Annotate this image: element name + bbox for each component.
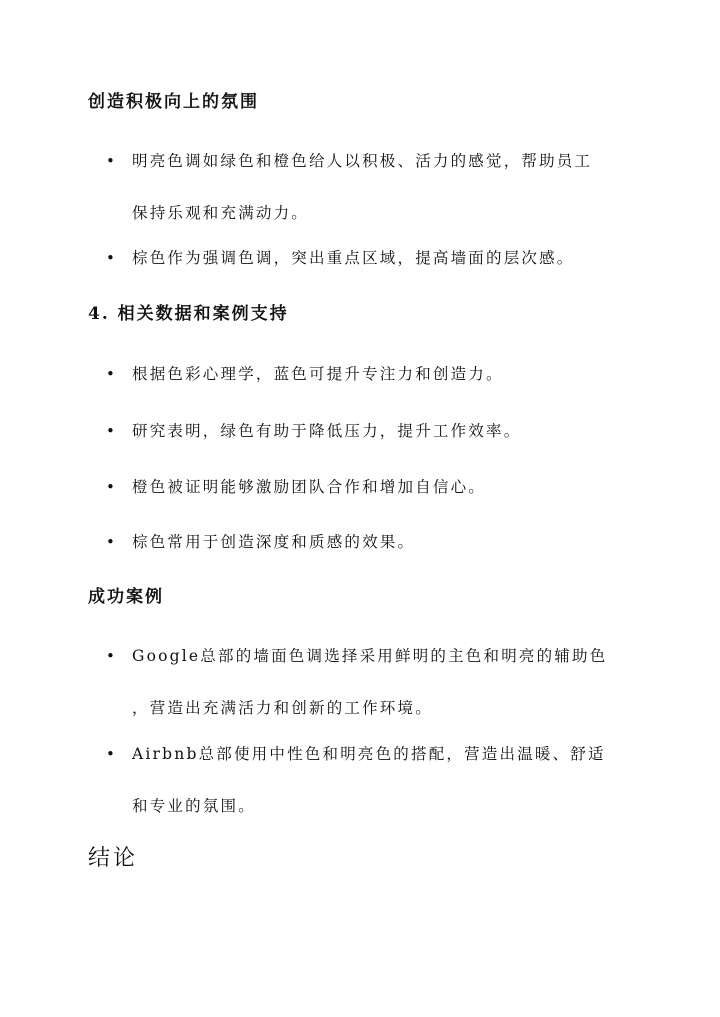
bullet-icon: • <box>106 478 115 496</box>
section-heading-data-and-cases: 4. 相关数据和案例支持 <box>88 304 289 324</box>
list-item-text: 保持乐观和充满动力。 <box>132 204 310 222</box>
section-heading-positive-atmosphere: 创造积极向上的氛围 <box>88 92 259 112</box>
bullet-icon: • <box>106 745 115 763</box>
bullet-icon: • <box>106 152 115 170</box>
list-item-text: 和专业的氛围。 <box>132 797 256 815</box>
bullet-icon: • <box>106 647 115 665</box>
bullet-icon: • <box>106 422 115 440</box>
conclusion-heading: 结论 <box>88 846 139 871</box>
list-item-text: 根据色彩心理学，蓝色可提升专注力和创造力。 <box>132 365 504 383</box>
list-item-text: ，营造出充满活力和创新的工作环境。 <box>132 699 433 717</box>
list-item-text: 棕色常用于创造深度和质感的效果。 <box>132 533 416 551</box>
list-item-text: 明亮色调如绿色和橙色给人以积极、活力的感觉，帮助员工 <box>132 152 593 170</box>
list-item-text: 棕色作为强调色调，突出重点区域，提高墙面的层次感。 <box>132 249 575 267</box>
bullet-icon: • <box>106 249 115 267</box>
bullet-icon: • <box>106 533 115 551</box>
list-item-text: Google总部的墙面色调选择采用鲜明的主色和明亮的辅助色 <box>132 647 608 665</box>
list-item-text: Airbnb总部使用中性色和明亮色的搭配，营造出温暖、舒适 <box>132 745 606 763</box>
list-item-text: 橙色被证明能够激励团队合作和增加自信心。 <box>132 478 487 496</box>
section-heading-success-cases: 成功案例 <box>88 587 164 607</box>
bullet-icon: • <box>106 365 115 383</box>
list-item-text: 研究表明，绿色有助于降低压力，提升工作效率。 <box>132 422 522 440</box>
